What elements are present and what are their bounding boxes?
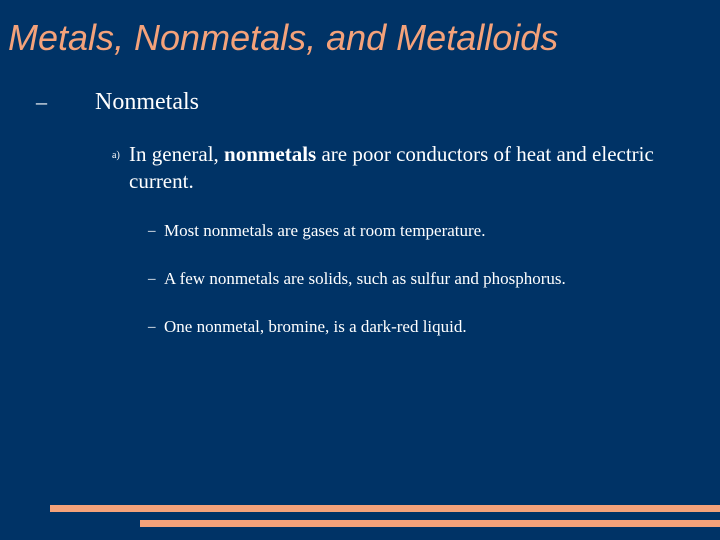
level2-text-before: In general, <box>129 142 225 166</box>
bullet-text: A few nonmetals are solids, such as sulfur and phosphorus. <box>164 269 566 288</box>
bullet-text: One nonmetal, bromine, is a dark-red liquid. <box>164 317 467 336</box>
dash-bullet-icon: – <box>148 271 156 287</box>
level2-bold-term: nonmetals <box>224 142 317 166</box>
bullet-text: Most nonmetals are gases at room temperature. <box>164 221 486 240</box>
dash-bullet-icon: – <box>36 89 47 114</box>
level2-marker: a) <box>112 150 120 161</box>
decorative-bar-bottom <box>140 520 720 527</box>
level2-text <box>129 141 689 195</box>
decorative-bar-top <box>50 505 720 512</box>
level2-text-after: are poor conductors of heat and electric current. <box>129 142 654 193</box>
dash-bullet-icon: – <box>148 223 156 239</box>
dash-bullet-icon: – <box>148 319 156 335</box>
slide-title: Metals, Nonmetals, and Metalloids <box>8 17 559 58</box>
level1-text: Nonmetals <box>95 89 199 115</box>
